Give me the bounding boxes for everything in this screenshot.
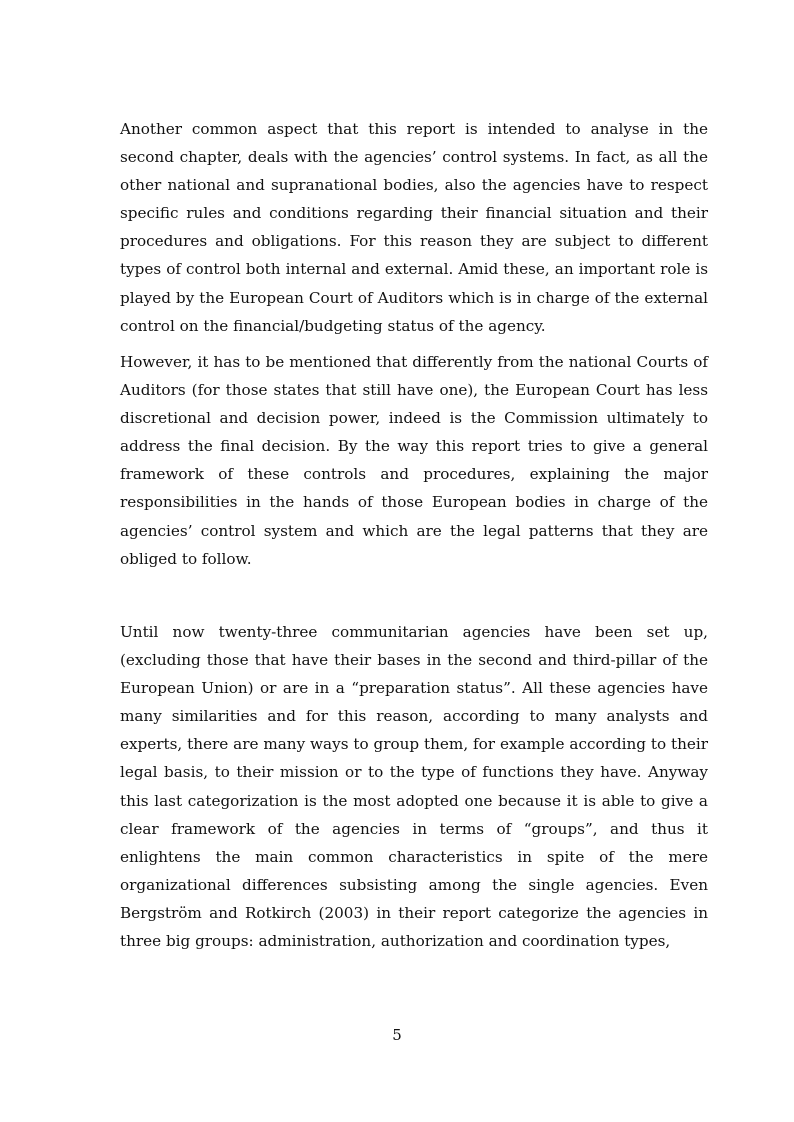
body-paragraph-agencies-groups: Until now twenty-three communitarian agencies have been set up, (excluding those that have their bases in the second and third-pillar of the European Union) or are in a “preparation status”. All these agencies have many similarities and for this reason, according to many analysts and experts, there are many ways to group them, for example according to their legal basis, to their mission or to the type of functions they have. Anyway this last categorization is the most adopted one because it is able to give a clear framework of the agencies in terms of “groups”, and thus it enlightens the main common characteristics in spite of the mere organizational differences subsisting among the single agencies. Even Bergström and Rotkirch (2003) in their report categorize the agencies in three big groups: administration, authorization and coordination types,	[120, 623, 708, 951]
body-paragraph-court-of-auditors: However, it has to be mentioned that differently from the national Courts of Auditors (for those states that still have one), the European Court has less discretional and decision power, indeed is the Commission ultimately to address the final decision. By the way this report tries to give a general framework of these controls and procedures, explaining the major responsibilities in the hands of those European bodies in charge of the agencies’ control system and which are the legal patterns that they are obliged to follow.	[120, 353, 708, 568]
body-paragraph-control-systems: Another common aspect that this report is intended to analyse in the second chapter, deals with the agencies’ control systems. In fact, as all the other national and supranational bodies, also the agencies have to respect specific rules and conditions regarding their financial situation and their procedures and obligations. For this reason they are subject to different types of control both internal and external. Amid these, an important role is played by the European Court of Auditors which is in charge of the external control on the financial/budgeting status of the agency.	[120, 120, 708, 335]
page-number: 5	[392, 1026, 402, 1044]
